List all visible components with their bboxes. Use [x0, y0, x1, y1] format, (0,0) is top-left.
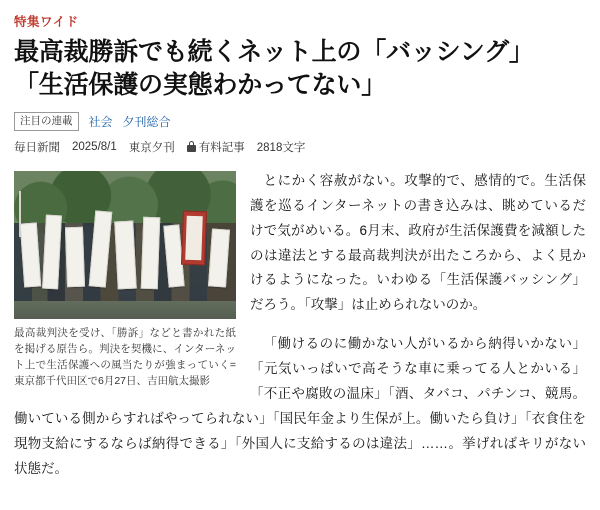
protest-photo — [14, 171, 236, 319]
figure-caption: 最高裁判決を受け、「勝訴」などと書かれた紙を掲げる原告ら。判決を契機に、インターネット上で生活保護への風当たりが強まっていく=東京都千代田区で6月27日、吉田航太撮影 — [14, 326, 236, 388]
category-link[interactable]: 社会 — [88, 114, 113, 129]
article-kicker: 特集ワイド — [14, 15, 79, 29]
paid-article-badge — [187, 139, 245, 155]
char-count: 2818文字 — [256, 141, 306, 154]
series-tag[interactable]: 注目の連載 — [14, 112, 79, 131]
publish-date: 2025/8/1 — [72, 140, 117, 153]
lock-icon — [187, 141, 196, 152]
paid-article-label: 有料記事 — [198, 141, 245, 154]
edition-link[interactable]: 夕刊総合 — [122, 114, 171, 129]
edition-name: 東京夕刊 — [128, 141, 175, 154]
article-paragraph: 「働けるのに働かない人がいるから納得いかない」「元気いっぱいで高そうな車に乗ってる人とかいる」「不正や腐敗の温床」「酒、タバコ、パチンコ、競馬。働いている側からすればやってられない」「国民年金より生保が上。働いたら負け」「衣食住を現物支給にするならば納得できる」「外国人に支給するのは違法」……。挙げればキリがない状態だ。 — [14, 336, 586, 477]
article-meta — [14, 139, 586, 155]
article-paragraph: とにかく容赦がない。攻撃的で、感情的で。生活保護を巡るインターネットの書き込みは、眺めているだけで気がめいる。6月末、政府が生活保護費を減額したのは違法とする最高裁判決が出たころから、よく見かけるようになった。いわゆる「生活保護バッシング」だろう。「攻撃」は止められないのか。 — [250, 172, 586, 313]
article-content — [14, 169, 586, 483]
page-title: 最高裁勝訴でも続くネット上の「バッシング」 「生活保護の実態わかってない」 — [14, 39, 534, 99]
publisher-name: 毎日新聞 — [14, 141, 60, 154]
article-tags — [14, 112, 586, 131]
article-figure — [14, 171, 236, 390]
